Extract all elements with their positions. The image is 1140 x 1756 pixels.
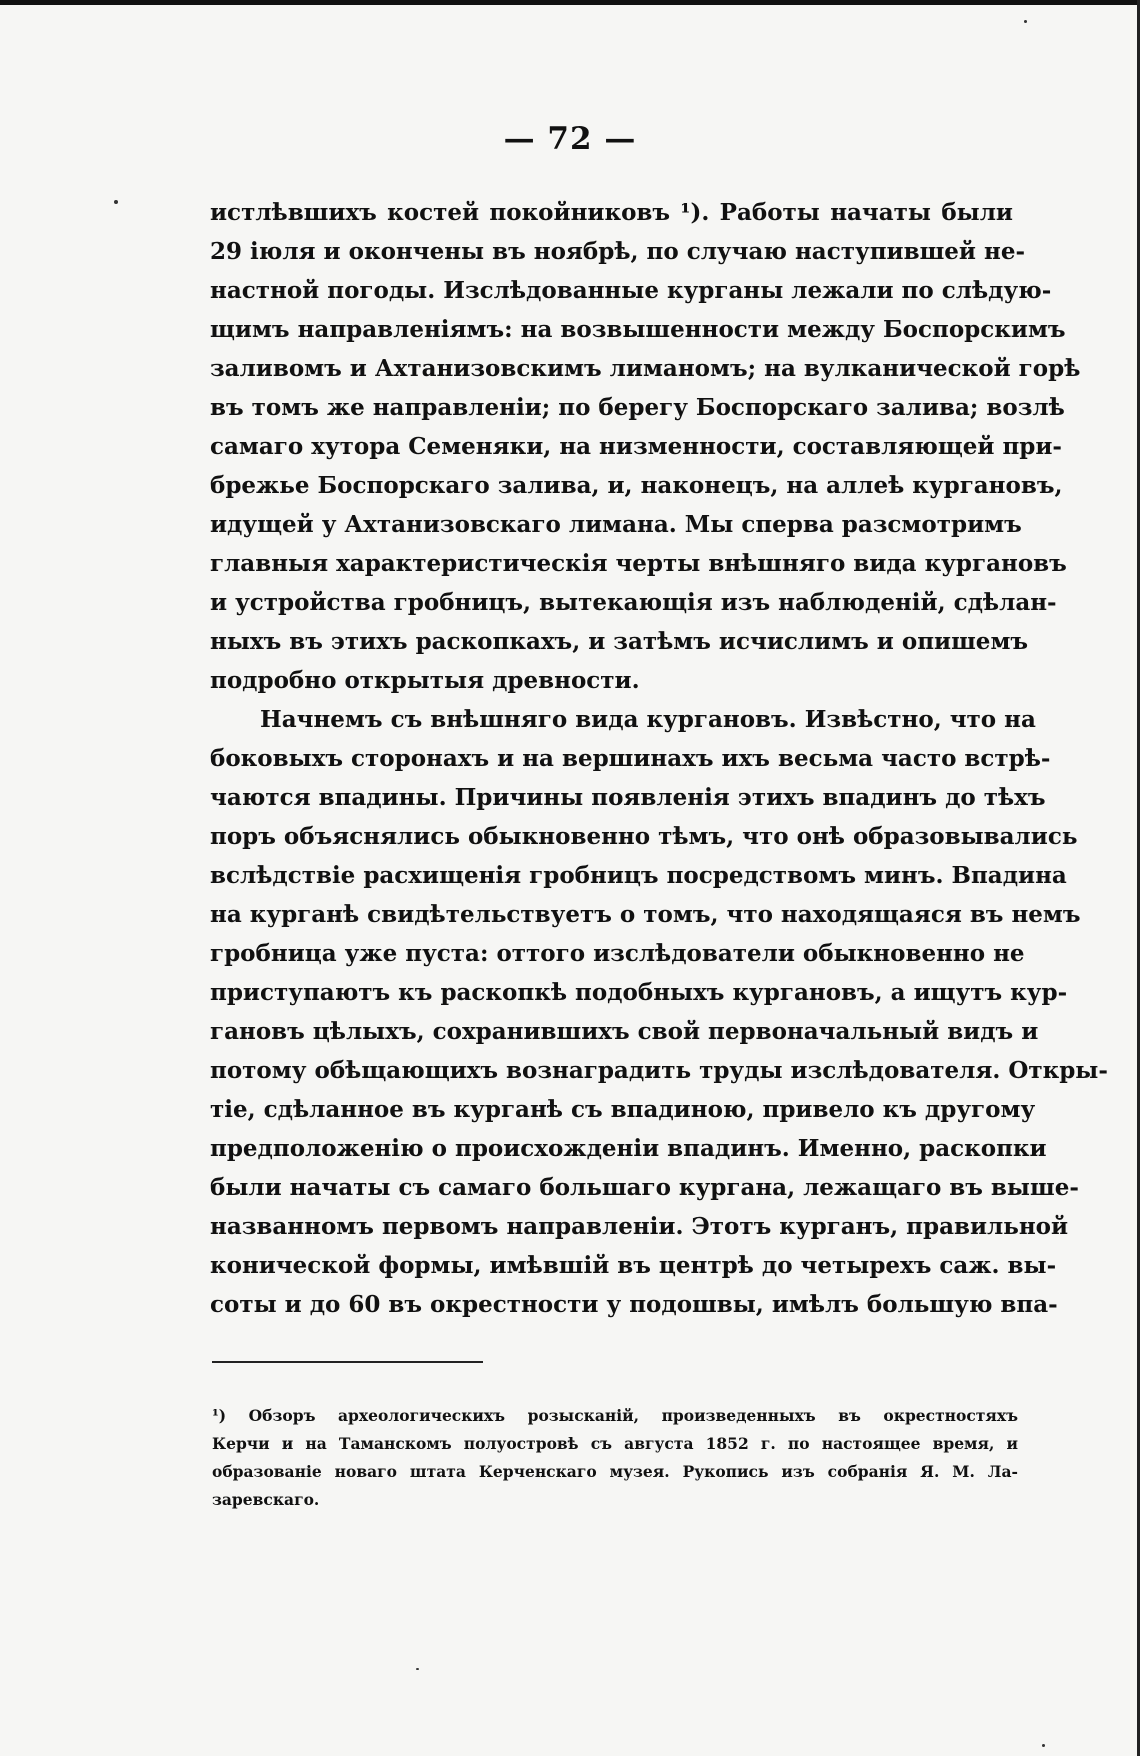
footnote-line: образованіе новаго штата Керченскаго музея. Рукопись изъ собранія Я. М. Ла-: [212, 1462, 1018, 1481]
text-line: гробница уже пуста: оттого изслѣдователи обыкновенно не: [210, 940, 1025, 967]
footnote: [212, 1402, 1018, 1514]
scan-speck: [1024, 20, 1027, 23]
page-number: — 72 —: [503, 121, 637, 157]
scan-top-edge: [0, 0, 1140, 5]
footnote-line: ¹) Обзоръ археологическихъ розысканій, произведенныхъ въ окрестностяхъ: [212, 1406, 1018, 1425]
text-line: чаются впадины. Причины появленія этихъ впадинъ до тѣхъ: [210, 784, 1046, 811]
body-text: [210, 193, 1108, 1324]
text-line: идущей у Ахтанизовскаго лимана. Мы сперва разсмотримъ: [210, 511, 1022, 538]
text-line: главныя характеристическія черты внѣшняго вида кургановъ: [210, 550, 1067, 577]
footnote-divider: [212, 1361, 483, 1363]
text-line: названномъ первомъ направленіи. Этотъ курганъ, правильной: [210, 1213, 1069, 1240]
text-line: конической формы, имѣвшій въ центрѣ до четырехъ саж. вы-: [210, 1252, 1057, 1279]
text-line: щимъ направленіямъ: на возвышенности между Боспорскимъ: [210, 316, 1066, 343]
footnote-line: Керчи и на Таманскомъ полуостровѣ съ августа 1852 г. по настоящее время, и: [212, 1434, 1018, 1453]
text-line: истлѣвшихъ костей покойниковъ ¹). Работы начаты были: [210, 199, 1013, 226]
text-line: ныхъ въ этихъ раскопкахъ, и затѣмъ исчислимъ и опишемъ: [210, 628, 1029, 655]
text-line: соты и до 60 въ окрестности у подошвы, имѣлъ большую впа-: [210, 1291, 1058, 1318]
scan-speck: [416, 1668, 419, 1670]
scan-speck: [114, 200, 118, 204]
text-line: на курганѣ свидѣтельствуетъ о томъ, что находящаяся въ немъ: [210, 901, 1081, 928]
text-line: предположенію о происхожденіи впадинъ. Именно, раскопки: [210, 1135, 1047, 1162]
text-line: были начаты съ самаго большаго кургана, лежащаго въ выше-: [210, 1174, 1079, 1201]
text-line: тіе, сдѣланное въ курганѣ съ впадиною, привело къ другому: [210, 1096, 1036, 1123]
text-line: потому обѣщающихъ вознаградить труды изслѣдователя. Откры-: [210, 1057, 1108, 1084]
text-line: настной погоды. Изслѣдованные курганы лежали по слѣдую-: [210, 277, 1052, 304]
text-line: приступаютъ къ раскопкѣ подобныхъ кургановъ, а ищутъ кур-: [210, 979, 1068, 1006]
text-line: поръ объяснялись обыкновенно тѣмъ, что онѣ образовывались: [210, 823, 1078, 850]
text-line: гановъ цѣлыхъ, сохранившихъ свой первоначальный видъ и: [210, 1018, 1039, 1045]
text-line: брежье Боспорскаго залива, и, наконецъ, на аллеѣ кургановъ,: [210, 472, 1063, 499]
scan-speck: [1042, 1744, 1045, 1747]
text-line: вслѣдствіе расхищенія гробницъ посредствомъ минъ. Впадина: [210, 862, 1067, 889]
text-line: боковыхъ сторонахъ и на вершинахъ ихъ весьма часто встрѣ-: [210, 745, 1051, 772]
text-line: 29 іюля и окончены въ ноябрѣ, по случаю наступившей не-: [210, 238, 1025, 265]
text-line: Начнемъ съ внѣшняго вида кургановъ. Извѣстно, что на: [260, 706, 1036, 733]
footnote-line: заревскаго.: [212, 1490, 320, 1509]
text-line: самаго хутора Семеняки, на низменности, составляющей при-: [210, 433, 1062, 460]
text-line: въ томъ же направленіи; по берегу Боспорскаго залива; возлѣ: [210, 394, 1065, 421]
text-line: и устройства гробницъ, вытекающія изъ наблюденій, сдѣлан-: [210, 589, 1057, 616]
text-line: заливомъ и Ахтанизовскимъ лиманомъ; на вулканической горѣ: [210, 355, 1081, 382]
text-line: подробно открытыя древности.: [210, 667, 640, 694]
